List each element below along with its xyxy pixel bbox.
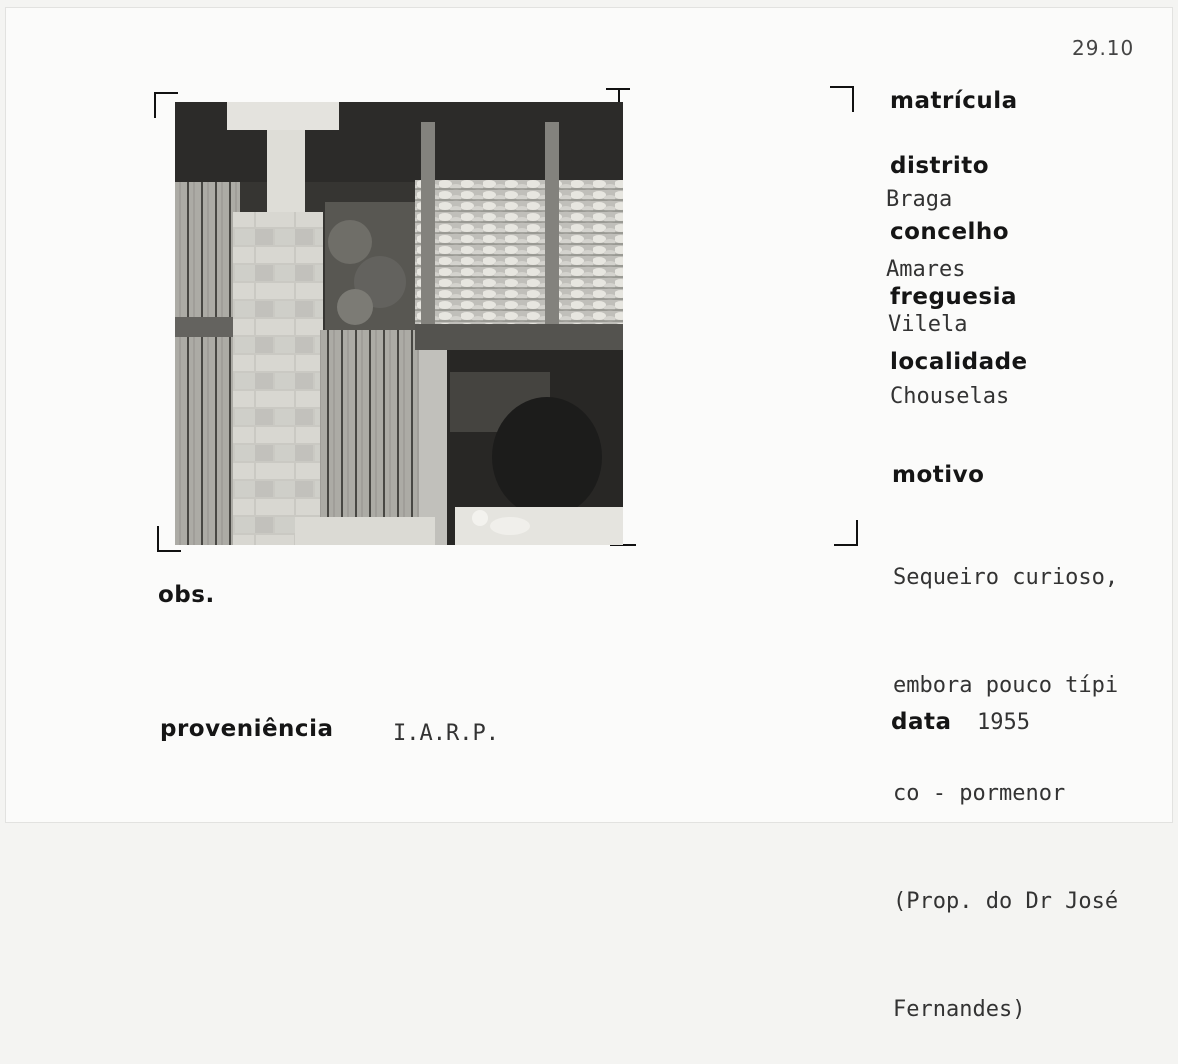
motivo-line: Fernandes) [893, 997, 1026, 1022]
localidade-value: Chouselas [890, 384, 1010, 409]
motivo-label: motivo [892, 462, 985, 488]
proveniencia-label: proveniência [160, 716, 334, 742]
granary-photo [175, 102, 623, 545]
fields-corner-mark-bottom [834, 520, 858, 546]
obs-label: obs. [158, 582, 215, 608]
distrito-value: Braga [886, 187, 953, 212]
freguesia-value: Vilela [888, 312, 968, 337]
motivo-line: co - pormenor [893, 781, 1066, 806]
corner-note: 29.10 [1072, 36, 1135, 60]
concelho-label: concelho [890, 219, 1010, 245]
motivo-value [893, 488, 1118, 1064]
freguesia-label: freguesia [890, 284, 1017, 310]
fields-corner-mark-top [830, 86, 854, 112]
motivo-line: embora pouco típi [893, 673, 1119, 698]
data-label: data [891, 709, 952, 735]
distrito-label: distrito [890, 153, 990, 179]
concelho-value: Amares [886, 257, 966, 282]
localidade-label: localidade [890, 349, 1028, 375]
motivo-line: Sequeiro curioso, [893, 565, 1119, 590]
motivo-line: (Prop. do Dr José [893, 889, 1119, 914]
data-value: 1955 [977, 710, 1030, 735]
matricula-label: matrícula [890, 88, 1018, 114]
proveniencia-value: I.A.R.P. [393, 721, 499, 746]
